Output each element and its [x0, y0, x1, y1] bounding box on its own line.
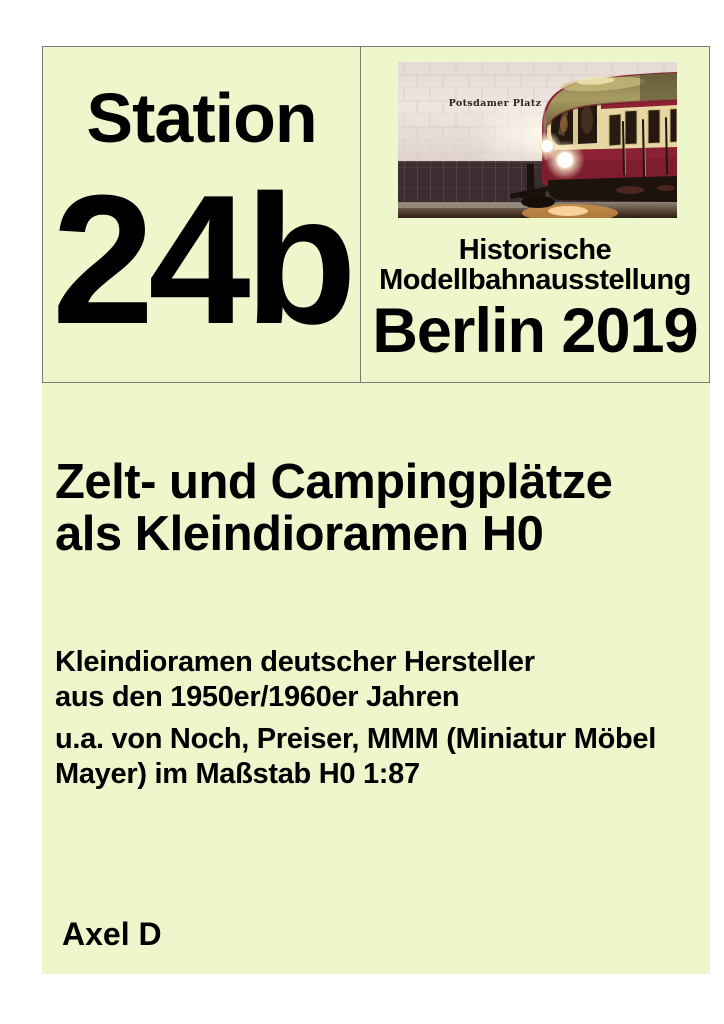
- headlight-upper: [541, 140, 553, 152]
- train-photo: [398, 62, 677, 218]
- main-title-line2: als Kleindioramen H0: [55, 507, 544, 561]
- description-2-line1: u.a. von Noch, Preiser, MMM (Miniatur Möbel: [55, 723, 656, 755]
- station-label: Station: [86, 79, 317, 157]
- model-train: [542, 72, 677, 202]
- exhibition-city-year: Berlin 2019: [372, 296, 698, 366]
- description-2-line2: Mayer) im Maßstab H0 1:87: [55, 758, 420, 790]
- station-sign-text: Potsdamer Platz: [448, 98, 542, 109]
- station-number: 24b: [51, 156, 352, 362]
- main-title-line1: Zelt- und Campingplätze: [55, 455, 613, 509]
- exhibition-title: [361, 235, 709, 295]
- description-1-line1: Kleindioramen deutscher Hersteller: [55, 646, 535, 678]
- train-photo-scene: [398, 62, 677, 218]
- description-paragraph-1: [55, 645, 535, 715]
- description-1-line2: aus den 1950er/1960er Jahren: [55, 681, 460, 713]
- header-box: [42, 46, 710, 383]
- exhibition-title-line2: Modellbahnausstellung: [379, 264, 691, 296]
- content-box: [42, 383, 710, 974]
- description-paragraph-2: [55, 722, 656, 792]
- main-title: [55, 456, 612, 560]
- exhibition-cell: [361, 47, 709, 382]
- author-name: Axel D: [62, 916, 162, 952]
- headlight-lower: [557, 152, 573, 168]
- poster-sheet: [42, 46, 710, 974]
- station-cell: [43, 47, 361, 382]
- exhibition-title-line1: Historische: [458, 234, 612, 266]
